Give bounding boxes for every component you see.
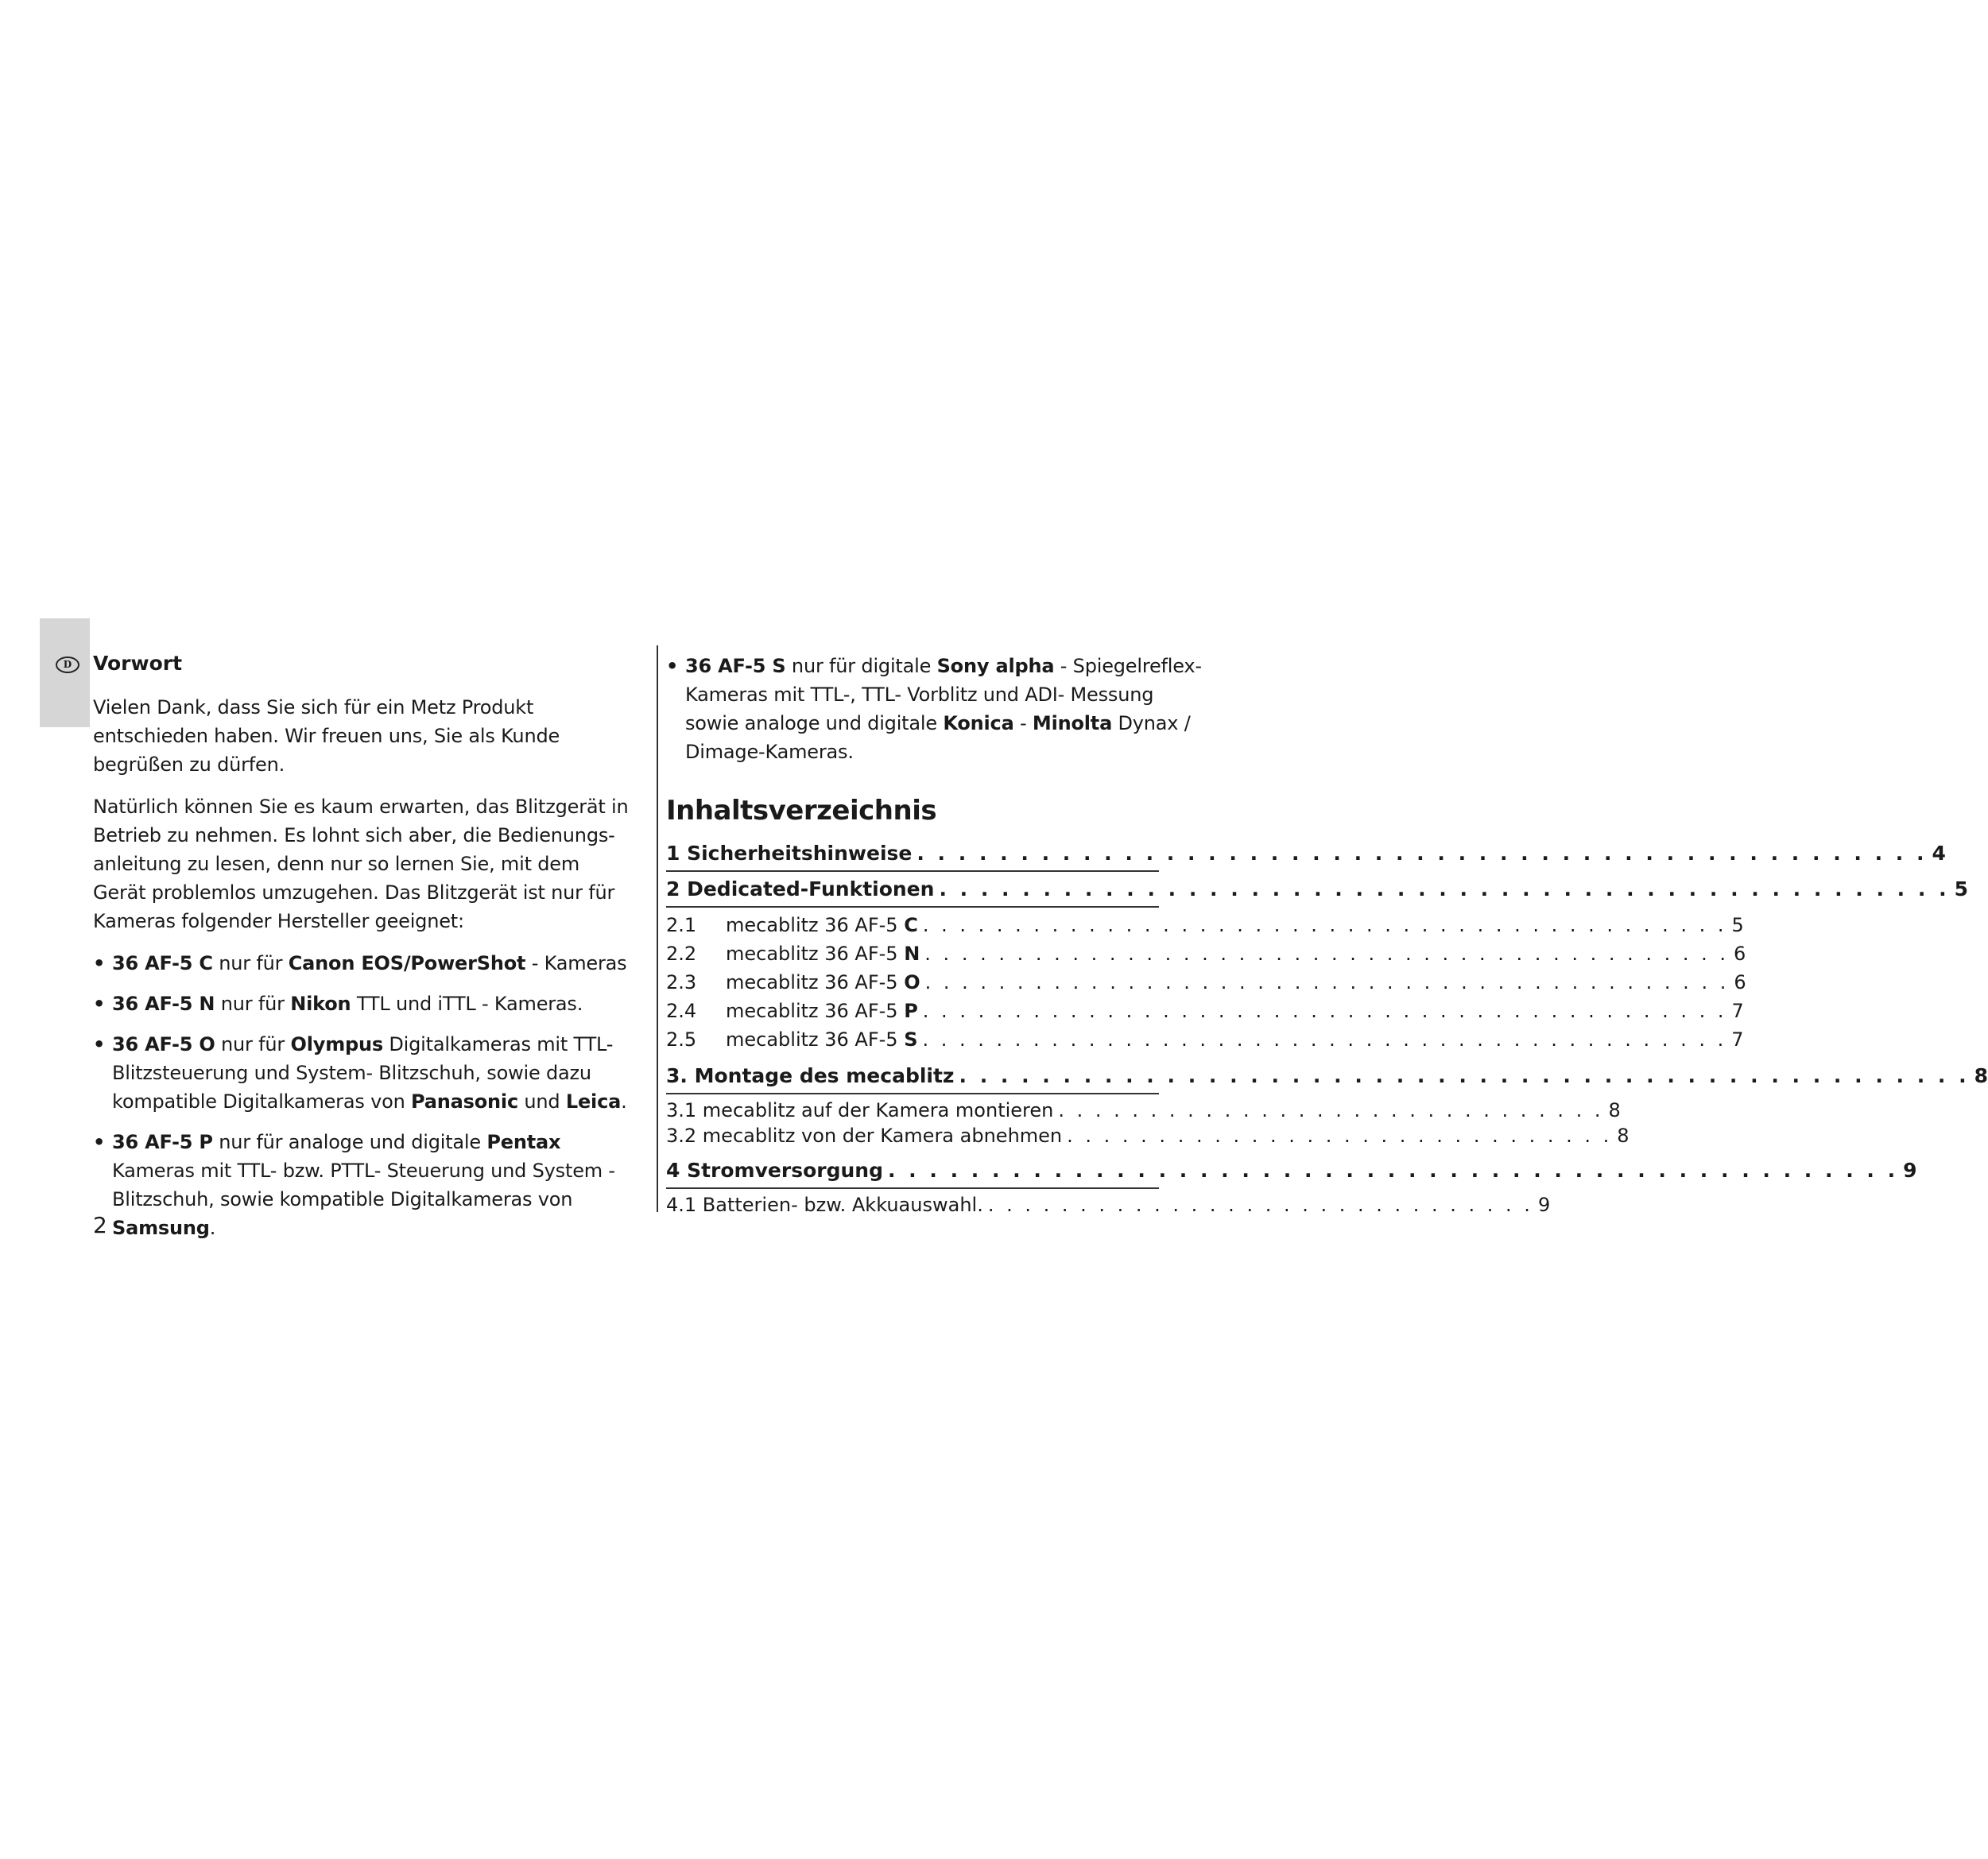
leader-dots: . . . . . . . . . . . . . . . . . . . . . . . . . . . . . . . . . . . . . . . . . . . . — [922, 1028, 1727, 1051]
list-item-pentax: • 36 AF-5 P nur für analoge und digitale Pentax Kameras mit TTL- bzw. PTTL- Steuerung und System - Blitzschuh, sowie kompatible Digitalkameras von Samsung. — [93, 1128, 634, 1242]
leader-dots: . . . . . . . . . . . . . . . . . . . . . . . . . . . . . . . . . . . . . . . . . . . . — [922, 1000, 1727, 1022]
toc-entry-number: 2.4 — [666, 1000, 697, 1022]
toc-page-number: 4 — [1932, 842, 1946, 865]
list-item-sony: • 36 AF-5 S nur für digitale Sony alpha - Spiegelreflex-Kameras mit TTL-, TTL- Vorblitz und ADI- Messung sowie analoge und digitale Konica - Minolta Dynax / Dimage-Kameras. — [666, 652, 1207, 766]
toc-entry-sicherheitshinweise[interactable] — [666, 839, 1946, 868]
toc-entry-label: 3. Montage des mecablitz — [666, 1064, 955, 1087]
toc-entry-label: 3.1 mecablitz auf der Kamera montieren — [666, 1099, 1054, 1121]
toc-entry-dedicated-funktionen[interactable] — [666, 875, 1968, 904]
toc-entry-montage[interactable] — [666, 1062, 1988, 1090]
language-marker: D — [56, 656, 79, 673]
toc-entry-label: 4 Stromversorgung — [666, 1159, 883, 1182]
camera-compatibility-list-continued — [666, 652, 1207, 766]
toc-page-number: 8 — [1974, 1064, 1988, 1087]
toc-entry-number: 2.2 — [666, 943, 697, 965]
toc-entry-stromversorgung[interactable] — [666, 1156, 1917, 1185]
toc-entry-number: 2.5 — [666, 1028, 697, 1051]
leader-dots: . . . . . . . . . . . . . . . . . . . . . . . . . . . . . . — [1058, 1099, 1604, 1121]
toc-entry-label: 4.1 Batterien- bzw. Akkuauswahl. — [666, 1194, 983, 1216]
toc-entry-3-2[interactable] — [666, 1123, 1630, 1148]
toc-entry-label: mecablitz 36 AF-5 S — [726, 1028, 918, 1051]
toc-page-number: 7 — [1731, 1028, 1744, 1051]
leader-dots: . . . . . . . . . . . . . . . . . . . . . . . . . . . . . . . . . . . . . . . . . . . . — [924, 943, 1730, 965]
right-column — [666, 652, 1988, 1218]
toc-page-number: 6 — [1734, 943, 1746, 965]
toc-page-number: 9 — [1903, 1159, 1917, 1182]
toc-entry-2-3[interactable] — [666, 968, 1746, 997]
toc-entry-2-4[interactable] — [666, 997, 1744, 1025]
toc-page-number: 7 — [1731, 1000, 1744, 1022]
toc-entry-label: 2 Dedicated-Funktionen — [666, 877, 935, 900]
toc-page-number: 8 — [1617, 1125, 1630, 1147]
toc-page-number: 6 — [1734, 971, 1746, 993]
leader-dots: . . . . . . . . . . . . . . . . . . . . . . . . . . . . . . — [987, 1194, 1533, 1216]
toc-entry-label: mecablitz 36 AF-5 O — [726, 971, 920, 993]
leader-dots: . . . . . . . . . . . . . . . . . . . . . . . . . . . . . . — [1067, 1125, 1613, 1147]
leader-dots: . . . . . . . . . . . . . . . . . . . . . . . . . . . . . . . . . . . . . . . . . . . . — [922, 914, 1727, 936]
list-item-nikon: • 36 AF-5 N nur für Nikon TTL und iTTL - Kameras. — [93, 990, 634, 1018]
intro-paragraph: Vielen Dank, dass Sie sich für ein Metz Produkt entschieden haben. Wir freuen uns, Sie als Kunde begrüßen zu dürfen. — [93, 696, 560, 776]
toc-page-number: 5 — [1731, 914, 1744, 936]
leader-dots: . . . . . . . . . . . . . . . . . . . . . . . . . . . . . . . . . . . . . . . . . . . . . . . . . — [959, 1064, 1970, 1087]
column-divider — [657, 645, 658, 1212]
toc-entry-label: mecablitz 36 AF-5 N — [726, 943, 920, 965]
toc-separator — [666, 906, 1159, 908]
page-number: 2 — [93, 1212, 107, 1238]
toc-title: Inhaltsverzeichnis — [666, 795, 937, 827]
toc-entry-3-1[interactable] — [666, 1098, 1621, 1123]
camera-compatibility-list — [93, 949, 634, 1242]
toc-page-number: 5 — [1954, 877, 1968, 900]
toc-separator — [666, 870, 1159, 872]
toc-entry-4-1[interactable] — [666, 1192, 1551, 1218]
toc-entry-number: 2.3 — [666, 971, 697, 993]
leader-dots: . . . . . . . . . . . . . . . . . . . . . . . . . . . . . . . . . . . . . . . . . . . . . . . . . — [887, 1159, 1899, 1182]
toc-entry-label: mecablitz 36 AF-5 P — [726, 1000, 918, 1022]
toc-entry-number: 2.1 — [666, 914, 697, 936]
toc-page-number: 9 — [1537, 1194, 1551, 1216]
leader-dots: . . . . . . . . . . . . . . . . . . . . . . . . . . . . . . . . . . . . . . . . . . . . — [924, 971, 1730, 993]
toc-entry-2-5[interactable] — [666, 1025, 1744, 1054]
instructions-paragraph: Natürlich können Sie es kaum erwarten, das Blitzgerät in Betrieb zu nehmen. Es lohnt sich aber, die Bedienungs-anleitung zu lesen, denn nur so lernen Sie, mit dem Gerät problemlos umzugehen. Das Blitzgerät ist nur für Kameras folgender Hersteller geeignet: — [93, 796, 629, 932]
toc-entry-label: mecablitz 36 AF-5 C — [726, 914, 918, 936]
list-item-canon: • 36 AF-5 C nur für Canon EOS/PowerShot - Kameras — [93, 949, 634, 978]
section-heading-vorwort: Vorwort — [93, 652, 183, 675]
left-column — [93, 652, 634, 1254]
list-item-olympus: • 36 AF-5 O nur für Olympus Digitalkameras mit TTL- Blitzsteuerung und System- Blitzschuh, sowie dazu kompatible Digitalkameras von Panasonic und Leica. — [93, 1030, 634, 1116]
leader-dots: . . . . . . . . . . . . . . . . . . . . . . . . . . . . . . . . . . . . . . . . . . . . . . . . . — [939, 877, 1950, 900]
toc-entry-label: 1 Sicherheitshinweise — [666, 842, 913, 865]
leader-dots: . . . . . . . . . . . . . . . . . . . . . . . . . . . . . . . . . . . . . . . . . . . . . . . . . — [916, 842, 1928, 865]
toc-entry-label: 3.2 mecablitz von der Kamera abnehmen — [666, 1125, 1063, 1147]
toc-page-number: 8 — [1608, 1099, 1621, 1121]
toc-separator — [666, 1187, 1159, 1189]
toc-separator — [666, 1093, 1159, 1094]
toc-entry-2-1[interactable] — [666, 911, 1744, 939]
toc-entry-2-2[interactable] — [666, 939, 1746, 968]
